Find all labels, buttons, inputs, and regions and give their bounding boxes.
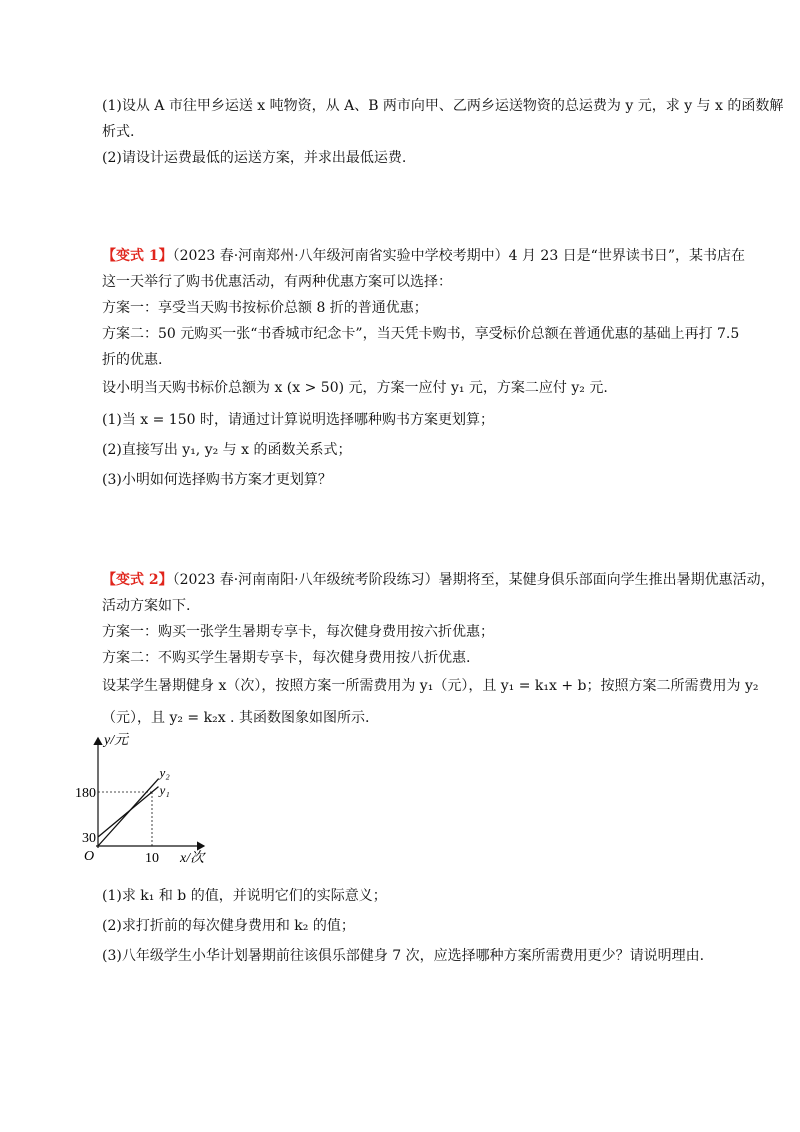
variant-2-setup-line-2: （元），且 y₂ = k₂x . 其函数图象如图所示. — [102, 710, 370, 726]
variant-2-question-2: (2)求打折前的每次健身费用和 k₂ 的值； — [102, 918, 355, 934]
variant-2-question-1: (1)求 k₁ 和 b 的值，并说明它们的实际意义； — [102, 888, 387, 904]
y-tick-label-0: 30 — [82, 831, 96, 846]
x-tick-label-0: 10 — [145, 851, 159, 866]
function-graph — [75, 728, 218, 868]
variant-1-heading — [102, 246, 745, 266]
x-axis-label: x/次 — [180, 851, 205, 866]
variant-1-question-1: (1)当 x = 150 时，请通过计算说明选择哪种购书方案更划算； — [102, 412, 494, 428]
variant-1-tag: 【变式 1】 — [102, 248, 173, 264]
series-label-1: y₁ — [159, 782, 170, 798]
variant-2-tag: 【变式 2】 — [102, 572, 173, 588]
series-line-2 — [98, 779, 158, 846]
origin-label: O — [84, 849, 95, 864]
variant-2-plan-2: 方案二：不购买学生暑期专享卡，每次健身费用按八折优惠. — [102, 650, 471, 666]
variant-1-plan-2-line-2: 折的优惠. — [102, 352, 163, 368]
variant-2-plan-1: 方案一：购买一张学生暑期专享卡，每次健身费用按六折优惠； — [102, 624, 494, 640]
variant-1-setup: 设小明当天购书标价总额为 x (x > 50) 元，方案一应付 y₁ 元，方案二应付 y₂ 元. — [102, 380, 608, 396]
variant-2-heading — [102, 570, 775, 590]
top-question-1-line-2: 析式. — [102, 124, 135, 140]
variant-1-question-2: (2)直接写出 y₁, y₂ 与 x 的函数关系式； — [102, 442, 352, 458]
series-label-2: y₂ — [159, 764, 170, 780]
variant-1-source: （2023 春·河南郑州·八年级河南省实验中学校考期中）4 月 23 日是“世界读书日”，某书店在 — [172, 248, 745, 264]
variant-1-plan-1: 方案一：享受当天购书按标价总额 8 折的普通优惠； — [102, 300, 428, 316]
y-tick-label-1: 180 — [75, 786, 96, 801]
variant-2-intro: 活动方案如下. — [102, 598, 191, 614]
variant-1-intro: 这一天举行了购书优惠活动，有两种优惠方案可以选择： — [102, 274, 452, 290]
top-question-2: (2)请设计运费最低的运送方案，并求出最低运费. — [102, 150, 407, 166]
variant-2-source: （2023 春·河南南阳·八年级统考阶段练习）暑期将至，某健身俱乐部面向学生推出暑期优惠活动， — [172, 572, 775, 588]
variant-1-question-3: (3)小明如何选择购书方案才更划算？ — [102, 472, 332, 488]
variant-2-setup-line-1: 设某学生暑期健身 x（次），按照方案一所需费用为 y₁（元），且 y₁ = k₁x + b；按照方案二所需费用为 y₂ — [102, 678, 759, 694]
y-axis-label: y/元 — [104, 733, 129, 748]
variant-2-question-3: (3)八年级学生小华计划暑期前往该俱乐部健身 7 次，应选择哪种方案所需费用更少？请说明理由. — [102, 948, 705, 964]
top-question-1-line-1: (1)设从 A 市往甲乡运送 x 吨物资，从 A、B 两市向甲、乙两乡运送物资的总运费为 y 元，求 y 与 x 的函数解 — [102, 98, 784, 114]
variant-1-plan-2-line-1: 方案二：50 元购买一张“书香城市纪念卡”，当天凭卡购书，享受标价总额在普通优惠的基础上再打 7.5 — [102, 326, 740, 342]
